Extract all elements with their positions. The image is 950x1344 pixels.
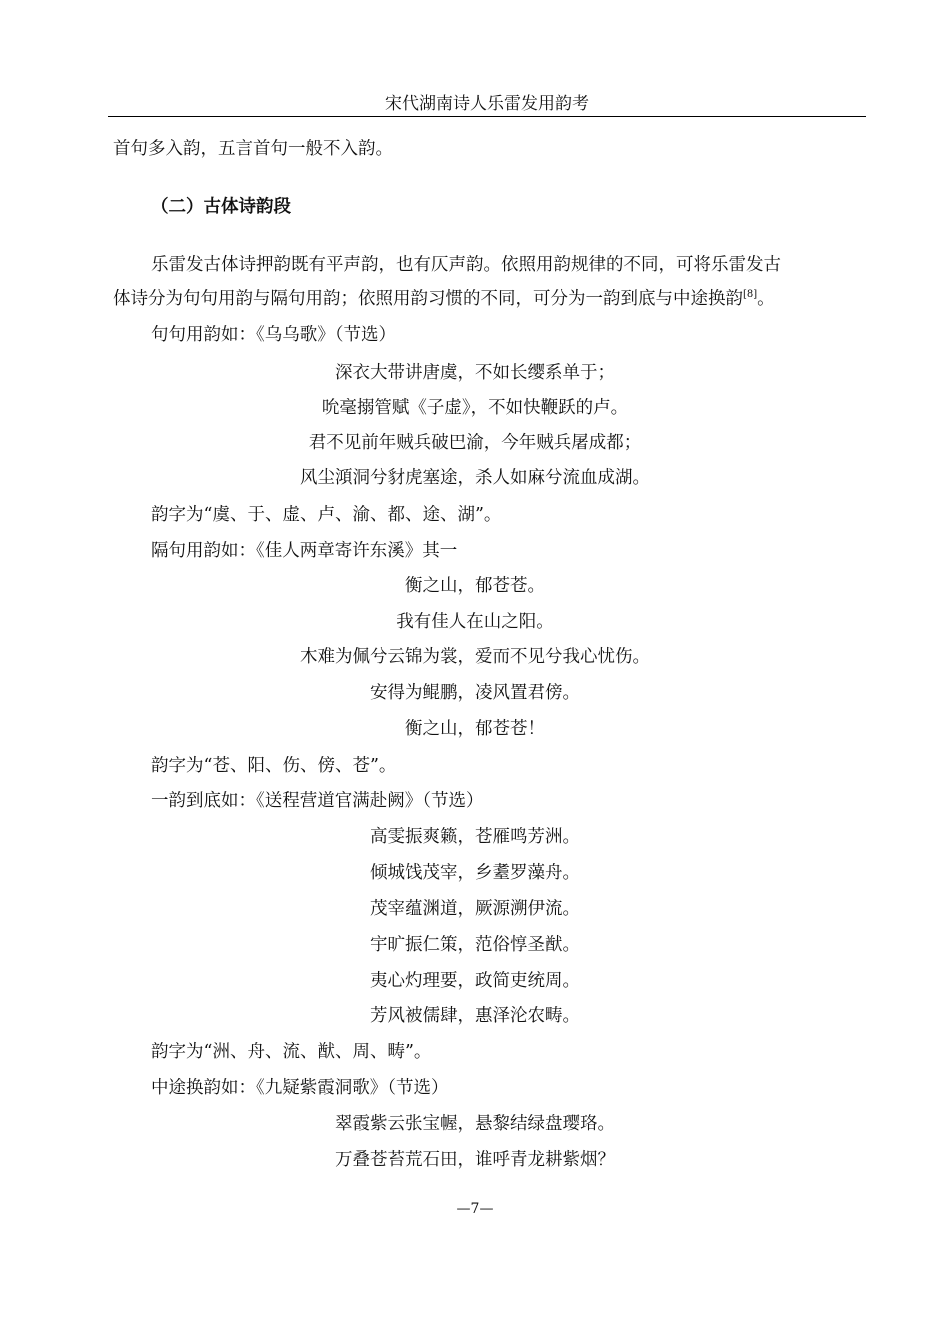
example-intro: 中途换韵如：《九疑紫霞洞歌》（节选） — [151, 1078, 449, 1098]
verse-line: 深衣大带讲唐虞，不如长缨系单于； — [335, 363, 615, 383]
section-heading: （二）古体诗韵段 — [151, 197, 291, 217]
paragraph-continuation: 首句多入韵，五言首句一般不入韵。 — [113, 139, 393, 159]
rhyme-note: 韵字为“苍、阳、伤、傍、苍”。 — [151, 756, 397, 776]
page-number: —7— — [456, 1201, 494, 1217]
verse-line: 风尘澒洞兮豺虎塞途，杀人如麻兮流血成湖。 — [300, 468, 650, 488]
running-header: 宋代湖南诗人乐雷发用韵考 — [108, 94, 866, 117]
rhyme-note: 韵字为“洲、舟、流、猷、周、畴”。 — [151, 1042, 432, 1062]
verse-line: 君不见前年贼兵破巴渝，今年贼兵屠成都； — [308, 433, 642, 453]
rhyme-note: 韵字为“虞、于、虚、卢、渝、都、途、湖”。 — [151, 505, 502, 525]
verse-line: 茂宰蕴渊道，厥源溯伊流。 — [370, 899, 580, 919]
verse-line: 芳风被儒肆，惠泽沦农畴。 — [370, 1006, 580, 1026]
verse-line: 衡之山，郁苍苍。 — [405, 576, 545, 596]
paragraph-line — [113, 287, 775, 311]
verse-line: 木难为佩兮云锦为裳，爱而不见兮我心忧伤。 — [300, 647, 650, 667]
verse-line: 倾城饯茂宰，乡耋罗藻舟。 — [370, 863, 580, 883]
paragraph-text: 体诗分为句句用韵与隔句用韵；依照用韵习惯的不同，可分为一韵到底与中途换韵 — [113, 289, 743, 309]
verse-line: 吮毫搦管赋《子虚》，不如快鞭跃的卢。 — [321, 398, 629, 418]
example-intro: 句句用韵如：《乌乌歌》（节选） — [151, 325, 396, 345]
verse-line: 翠霞紫云张宝幄，悬黎结绿盘璎珞。 — [335, 1114, 615, 1134]
example-intro: 隔句用韵如：《佳人两章寄许东溪》其一 — [151, 541, 458, 561]
verse-line: 衡之山，郁苍苍！ — [405, 719, 545, 739]
paragraph-end: 。 — [757, 289, 775, 309]
verse-line: 宇旷振仁策，范俗惇圣猷。 — [370, 935, 580, 955]
paragraph-line: 乐雷发古体诗押韵既有平声韵，也有仄声韵。依照用韵规律的不同，可将乐雷发古 — [151, 255, 781, 275]
verse-line: 夷心灼理要，政简吏统周。 — [370, 971, 580, 991]
verse-line: 高雯振爽籁，苍雁鸣芳洲。 — [370, 827, 580, 847]
verse-line: 安得为鲲鹏，凌风置君傍。 — [370, 683, 580, 703]
verse-line: 我有佳人在山之阳。 — [396, 612, 554, 632]
example-intro: 一韵到底如：《送程营道官满赴阙》（节选） — [151, 791, 484, 811]
footnote-ref: [8] — [743, 289, 758, 301]
verse-line: 万叠苍苔荒石田，谁呼青龙耕紫烟？ — [335, 1150, 615, 1170]
